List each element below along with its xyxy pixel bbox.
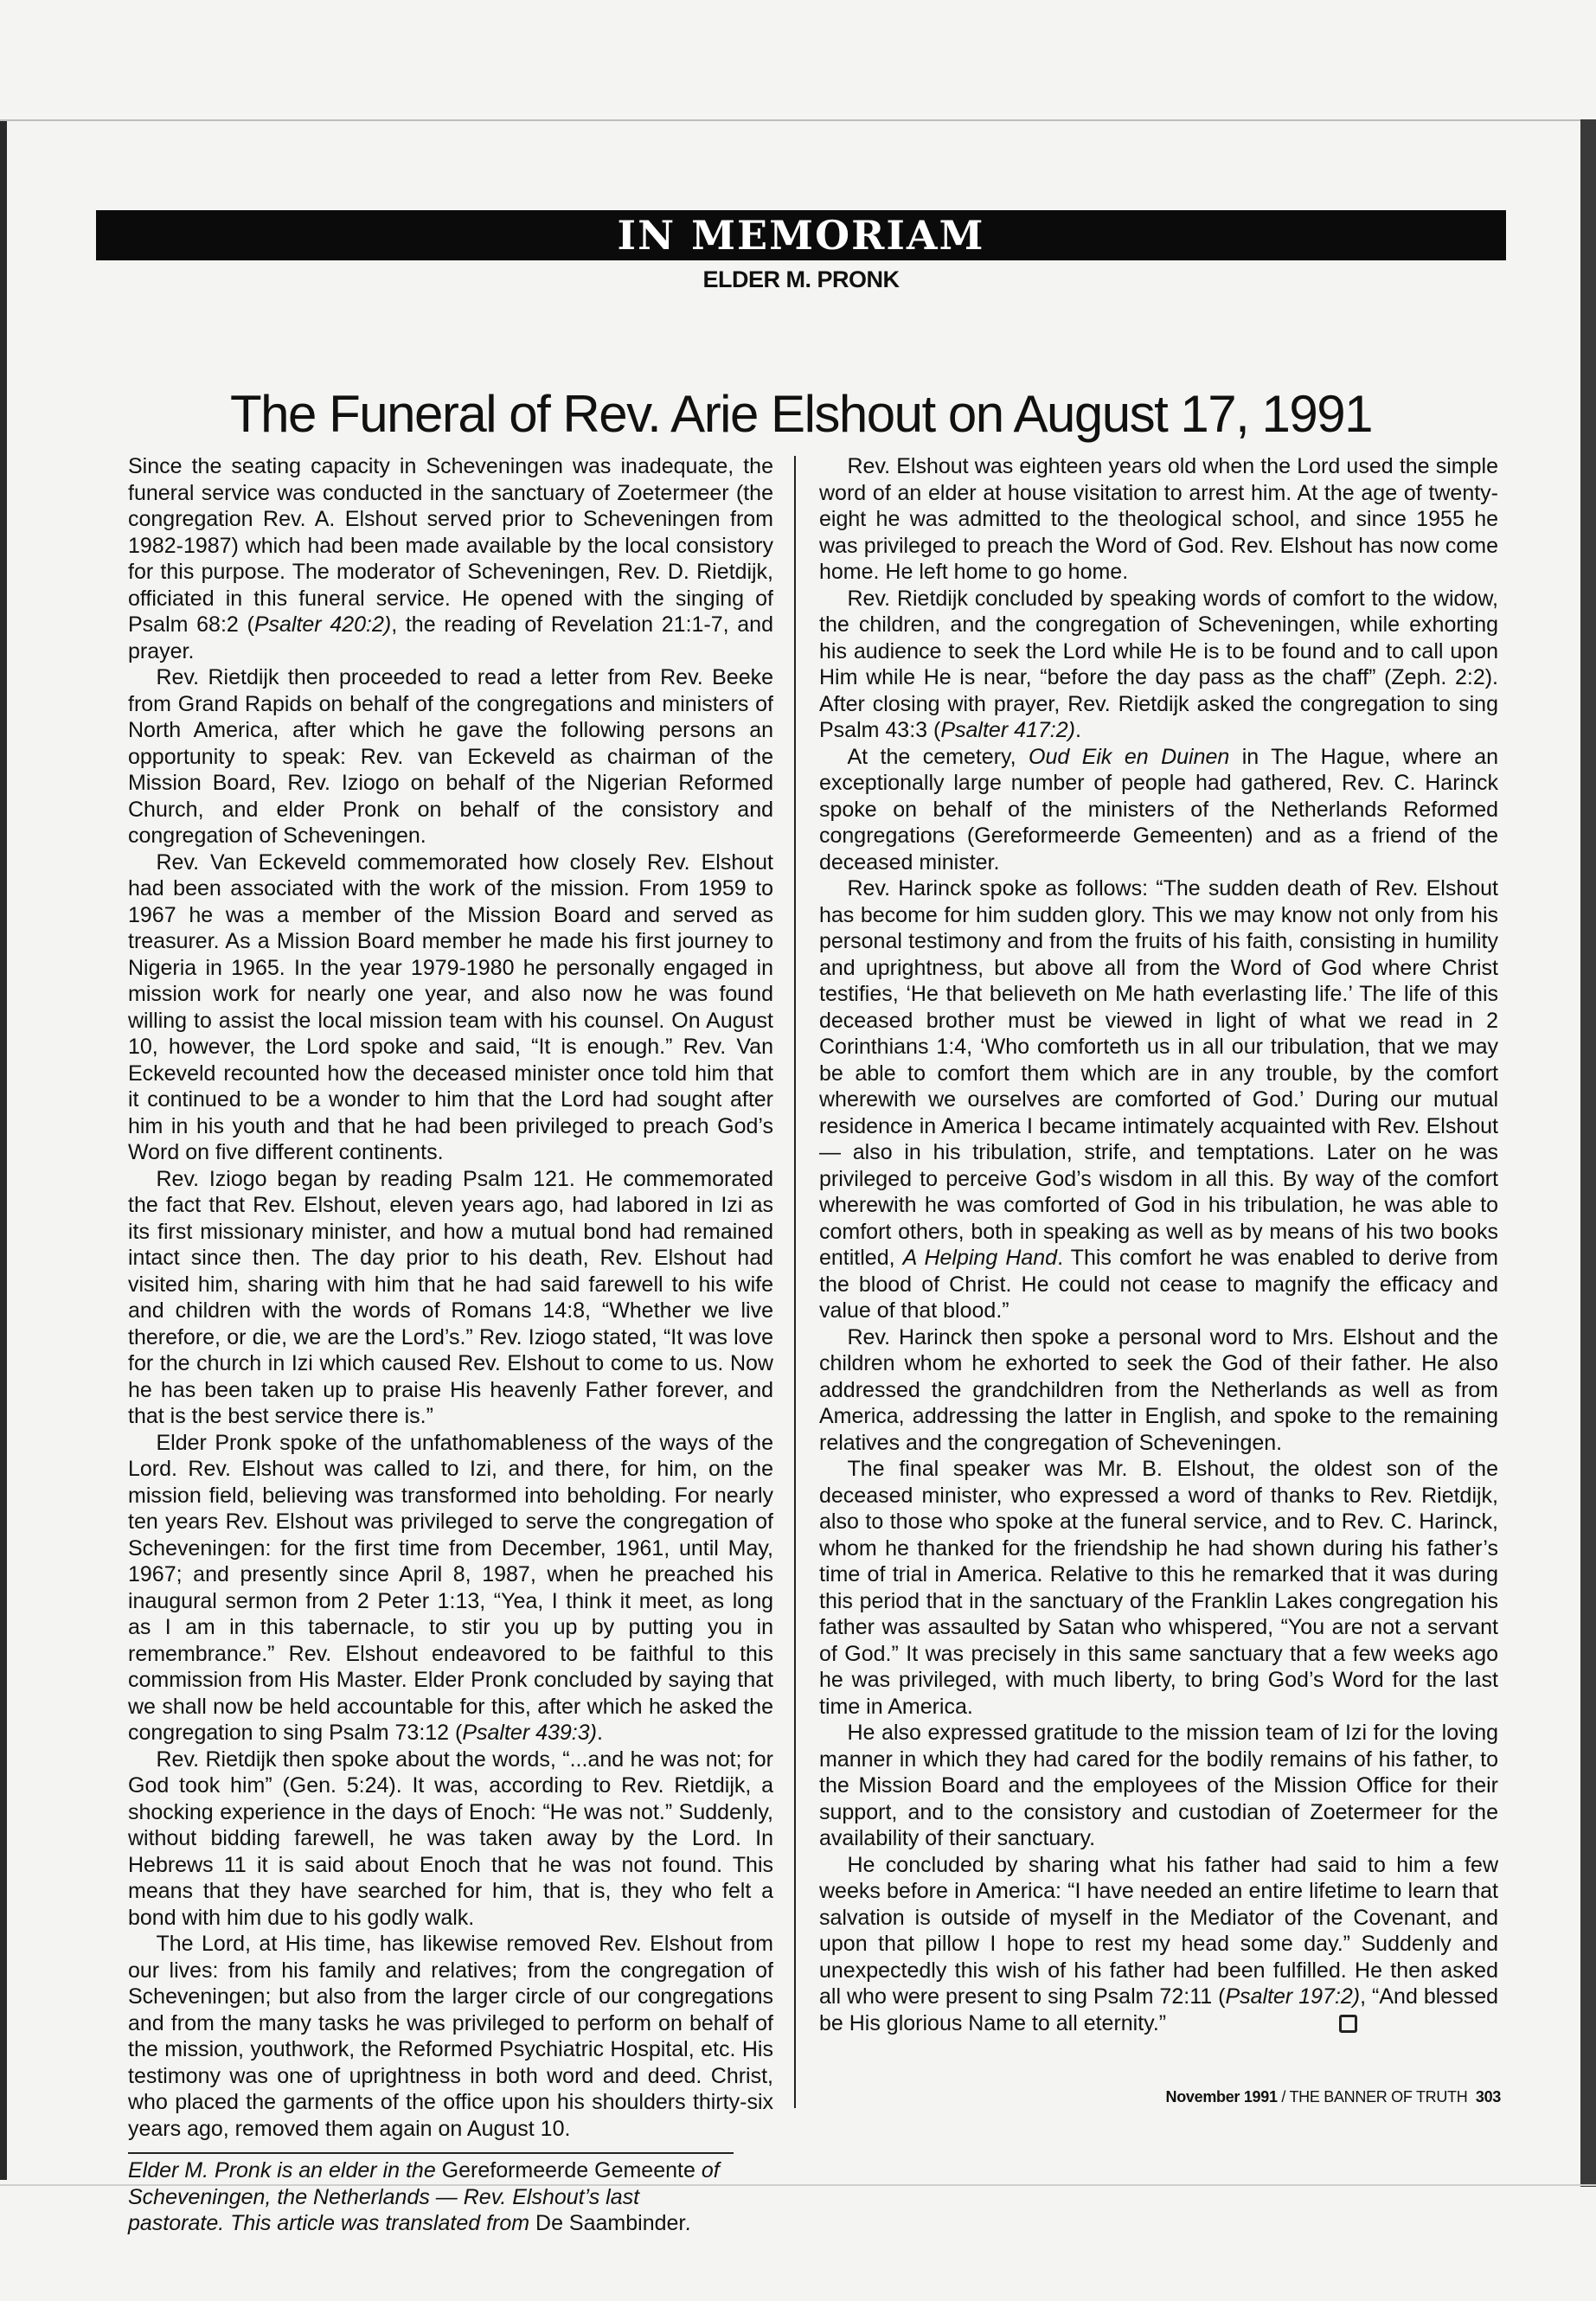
author-byline: ELDER M. PRONK: [702, 266, 900, 292]
paragraph: He also expressed gratitude to the mission team of Izi for the loving manner in which they had cared for the bodily remains of his father, to the Mission Board and the employees of the Mission Office for their support, and to the consistory and custodian of Zoetermeer for the availability of their sanctuary.: [819, 1721, 1498, 1850]
issue-date: November 1991: [1165, 2088, 1278, 2106]
right-column: [819, 453, 1498, 2036]
left-column: [128, 453, 773, 2237]
paragraph: Rev. Rietdijk then spoke about the words, “...and he was not; for God took him” (Gen. 5:24). It was, according to Rev. Rietdijk, a shocking experience in the days of Enoch: “He was not.” Suddenly, without bidding farewell, he was taken away by the Lord. In Hebrews 11 it is said about Enoch that he was not found. This means that they have searched for him, that is, they who felt a bond with him due to his godly walk.: [128, 1747, 773, 1930]
publication-name: / THE BANNER OF TRUTH: [1277, 2088, 1468, 2106]
paragraph: Rev. Rietdijk concluded by speaking words of comfort to the widow, the children, and the congregation of Scheveningen, while exhorting his audience to seek the Lord while He is to be found and to call upon Him while He is near, “before the day pass as the chaff” (Zeph. 2:2). After closing with prayer, Rev. Rietdijk asked the congregation to sing Psalm 43:3 (Psalter 417:2).: [819, 586, 1498, 742]
column-divider: [794, 456, 796, 2108]
author-note-rule: [128, 2152, 734, 2237]
paragraph: Since the seating capacity in Scheveningen was inadequate, the funeral service was conducted in the sanctuary of Zoetermeer (the congregation Rev. A. Elshout served prior to Scheveningen from 1982-1987) which had been made available by the local consistory for this purpose. The moderator of Scheveningen, Rev. D. Rietdijk, officiated in this funeral service. He opened with the singing of Psalm 68:2 (Psalter 420:2), the reading of Revelation 21:1-7, and prayer.: [128, 454, 773, 663]
paragraph: Rev. Van Eckeveld commemorated how closely Rev. Elshout had been associated with the work of the mission. From 1959 to 1967 he was a member of the Mission Board and served as treasurer. As a Mission Board member he made his first journey to Nigeria in 1965. In the year 1979-1980 he personally engaged in mission work for nearly one year, and also now he was found willing to assist the local mission team with his counsel. On August 10, however, the Lord spoke and said, “It is enough.” Rev. Van Eckeveld recounted how the deceased minister once told him that it continued to be a wonder to him that the Lord had sought after him in his youth and that he had been privileged to preach God’s Word on five different continents.: [128, 849, 773, 1164]
paragraph: Rev. Iziogo began by reading Psalm 121. He commemorated the fact that Rev. Elshout, eleven years ago, had labored in Izi as its first missionary minister, and how a mutual bond had remained intact since then. The day prior to his death, Rev. Elshout had visited him, sharing with him that he had said farewell to his wife and children with the words of Romans 14:8, “Whether we live therefore, or die, we are the Lord’s.” Rev. Iziogo stated, “It was love for the church in Izi which caused Rev. Elshout to come to us. Now he has been taken up to praise His heavenly Father forever, and that is the best service there is.”: [128, 1166, 773, 1428]
paragraph: Rev. Rietdijk then proceeded to read a letter from Rev. Beeke from Grand Rapids on behalf of the congregations and ministers of North America, after which he gave the following persons an opportunity to speak: Rev. van Eckeveld as chairman of the Mission Board, Rev. Iziogo on behalf of the Nigerian Reformed Church, and elder Pronk on behalf of the consistory and congregation of Scheveningen.: [128, 665, 773, 848]
paragraph: He concluded by sharing what his father had said to him a few weeks before in America: “I have needed an entire lifetime to learn that salvation is outside of myself in the Mediator of the Covenant, and upon that pillow I hope to rest my head some day.” Suddenly and unexpectedly this wish of his father had been fulfilled. He then asked all who were present to sing Psalm 72:11 (Psalter 197:2), “And blessed be His glorious Name to all eternity.”: [819, 1852, 1498, 2035]
page-footer: [1086, 2086, 1501, 2107]
article-title: The Funeral of Rev. Arie Elshout on August 17, 1991: [230, 385, 1372, 443]
paragraph: The Lord, at His time, has likewise removed Rev. Elshout from our lives: from his family and relatives; from the congregation of Scheveningen; but also from the larger circle of our congregations and from the many tasks he was privileged to perform on behalf of the mission, youthwork, the Reformed Psychiatric Hospital, etc. His testimony was one of uprightness in both word and deed. Christ, who placed the garments of the office upon his shoulders thirty-six years ago, removed them again on August 10.: [128, 1932, 773, 2141]
paragraph: Rev. Harinck spoke as follows: “The sudden death of Rev. Elshout has become for him sudden glory. This we may know not only from his personal testimony and from the fruits of his faith, consisting in humility and uprightness, but above all from the Word of God where Christ testifies, ‘He that believeth on Me hath everlasting life.’ The life of this deceased brother must be viewed in light of what we read in 2 Corinthians 1:4, ‘Who comforteth us in all our tribulation, that we may be able to comfort them which are in any trouble, by the comfort wherewith we ourselves are comforted of God.’ During our mutual residence in America I became intimately acquainted with Rev. Elshout — also in his tribulation, strife, and temptations. Later on he was privileged to perceive God’s wisdom in all this. By way of the comfort wherewith he was comforted of God in his tribulation, he was able to comfort others, both in speaking as well as by means of his two books entitled, A Helping Hand. This comfort he was enabled to derive from the blood of Christ. He could not cease to magnify the efficacy and value of that blood.”: [819, 876, 1498, 1323]
end-of-article-icon: [1339, 2015, 1357, 2033]
scan-edge-left: [0, 121, 7, 2180]
scan-edge-top: [0, 119, 1596, 121]
author-note: Elder M. Pronk is an elder in the Gereformeerde Gemeente of Scheveningen, the Netherlands — Rev. Elshout’s last pastorate. This article was translated from De Saambinder.: [128, 2158, 720, 2235]
page-number: 303: [1475, 2088, 1501, 2106]
paragraph: Rev. Harinck then spoke a personal word to Mrs. Elshout and the children whom he exhorted to seek the God of their father. He also addressed the grandchildren from the Netherlands as well as from America, addressing the latter in English, and spoke to the remaining relatives and the congregation of Scheveningen.: [819, 1324, 1498, 1455]
paragraph: At the cemetery, Oud Eik en Duinen in The Hague, where an exceptionally large number of people had gathered, Rev. C. Harinck spoke on behalf of the ministers of the Netherlands Reformed congregations (Gereformeerde Gemeenten) and as a friend of the deceased minister.: [819, 744, 1499, 875]
paragraph: Rev. Elshout was eighteen years old when the Lord used the simple word of an elder at house visitation to arrest him. At the age of twenty-eight he was admitted to the theological school, and since 1955 he was privileged to preach the Word of God. Rev. Elshout has now come home. He left home to go home.: [819, 454, 1498, 584]
paragraph: The final speaker was Mr. B. Elshout, the oldest son of the deceased minister, who expressed a word of thanks to Rev. Rietdijk, also to those who spoke at the funeral service, and to Rev. C. Harinck, whom he thanked for the friendship he had shown during his father’s time of trial in America. Relative to this he remarked that it was during this period that in the sanctuary of the Franklin Lakes congregation his father was assaulted by Satan who whispered, “You are not a servant of God.” It was precisely in this same sanctuary that a few weeks ago he was privileged, with much liberty, to bring God’s Word for the last time in America.: [819, 1457, 1498, 1719]
scan-edge-right: [1580, 119, 1596, 2187]
paragraph: Elder Pronk spoke of the unfathomableness of the ways of the Lord. Rev. Elshout was called to Izi, and there, for him, on the mission field, believing was transformed into beholding. For nearly ten years Rev. Elshout was privileged to serve the congregation of Scheveningen: for the first time from December, 1961, until May, 1967; and presently since April 8, 1987, when he preached his inaugural sermon from 2 Peter 1:13, “Yea, I think it meet, as long as I am in this tabernacle, to stir you up by putting you in remembrance.” Rev. Elshout endeavored to be faithful to this commission from His Master. Elder Pronk concluded by saying that we shall now be held accountable for this, after which he asked the congregation to sing Psalm 73:12 (Psalter 439:3).: [128, 1430, 773, 1745]
section-banner: IN MEMORIAM: [96, 210, 1506, 260]
